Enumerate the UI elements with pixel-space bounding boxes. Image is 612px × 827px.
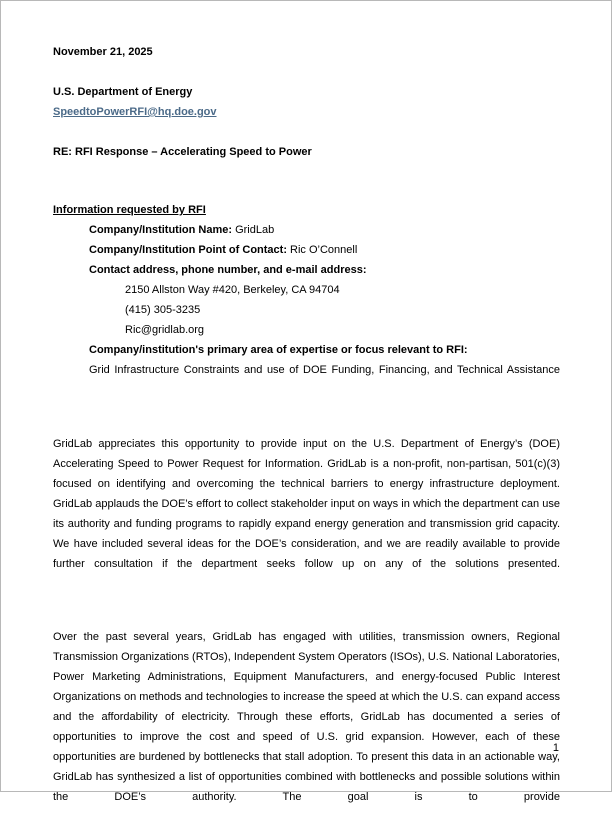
- rfi-field-company-name: [89, 220, 560, 240]
- rfi-field-value: GridLab: [235, 224, 275, 236]
- contact-email-line: Ric@gridlab.org: [125, 324, 205, 336]
- body-paragraph-2: Over the past several years, GridLab has engaged with utilities, transmission owners, Regional Transmission Organizations (RTOs), Independent System Operators (ISOs), U.S. National Laboratories, Power Marketing Administrations, Equipment Manufacturers, and energy-focused Public Interest Organizations on methods and technologies to increase the speed at which the U.S. can expand access and the affordability of electricity. Through these efforts, GridLab has documented a series of opportunities to improve the cost and speed of U.S. grid expansion. However, each of these opportunities are burdened by bottlenecks that stall adoption. To present this data in an actionable way, GridLab has synthesized a list of opportunities combined with bottlenecks and possible solutions within the DOE’s authority. The goal is to provide: [53, 631, 560, 803]
- rfi-field-value: Ric O’Connell: [290, 244, 358, 256]
- rfi-field-contact-address: [89, 260, 560, 280]
- contact-address-line: 2150 Allston Way #420, Berkeley, CA 94704: [125, 284, 340, 296]
- recipient-organization: U.S. Department of Energy: [53, 86, 193, 98]
- rfi-section-heading-text: Information requested by RFI: [53, 204, 206, 216]
- rfi-field-point-of-contact: [89, 240, 560, 260]
- rfi-field-expertise-label: [89, 340, 560, 360]
- page-number: 1: [552, 742, 559, 754]
- rfi-section-heading: [53, 200, 560, 220]
- document-body: [53, 42, 560, 827]
- recipient-email-link[interactable]: SpeedtoPowerRFI@hq.doe.gov: [53, 106, 217, 118]
- body-paragraph-1: GridLab appreciates this opportunity to provide input on the U.S. Department of Energy’s (DOE) Accelerating Speed to Power Request for Information. GridLab is a non-profit, non-partisan, 501(c)(3) focused on identifying and overcoming the technical barriers to energy infrastructure deployment. GridLab applauds the DOE’s effort to collect stakeholder input on ways in which the department can use its authority and funding programs to rapidly expand energy generation and transmission grid capacity. We have included several ideas for the DOE’s consideration, and we are readily available to provide further consultation if the department seeks follow up on any of the solutions presented.: [53, 438, 560, 570]
- rfi-field-label: Company/Institution Name:: [89, 224, 233, 236]
- rfi-field-label: Company/Institution Point of Contact:: [89, 244, 287, 256]
- subject-line: RE: RFI Response – Accelerating Speed to Power: [53, 146, 312, 158]
- contact-phone-line: (415) 305-3235: [125, 304, 201, 316]
- recipient-block: [53, 82, 560, 122]
- rfi-field-expertise-value: Grid Infrastructure Constraints and use of DOE Funding, Financing, and Technical Assistance: [89, 364, 560, 376]
- rfi-field-label: Contact address, phone number, and e-mail address:: [89, 264, 367, 276]
- rfi-field-label: Company/institution's primary area of expertise or focus relevant to RFI:: [89, 344, 468, 356]
- letter-date: November 21, 2025: [53, 46, 153, 58]
